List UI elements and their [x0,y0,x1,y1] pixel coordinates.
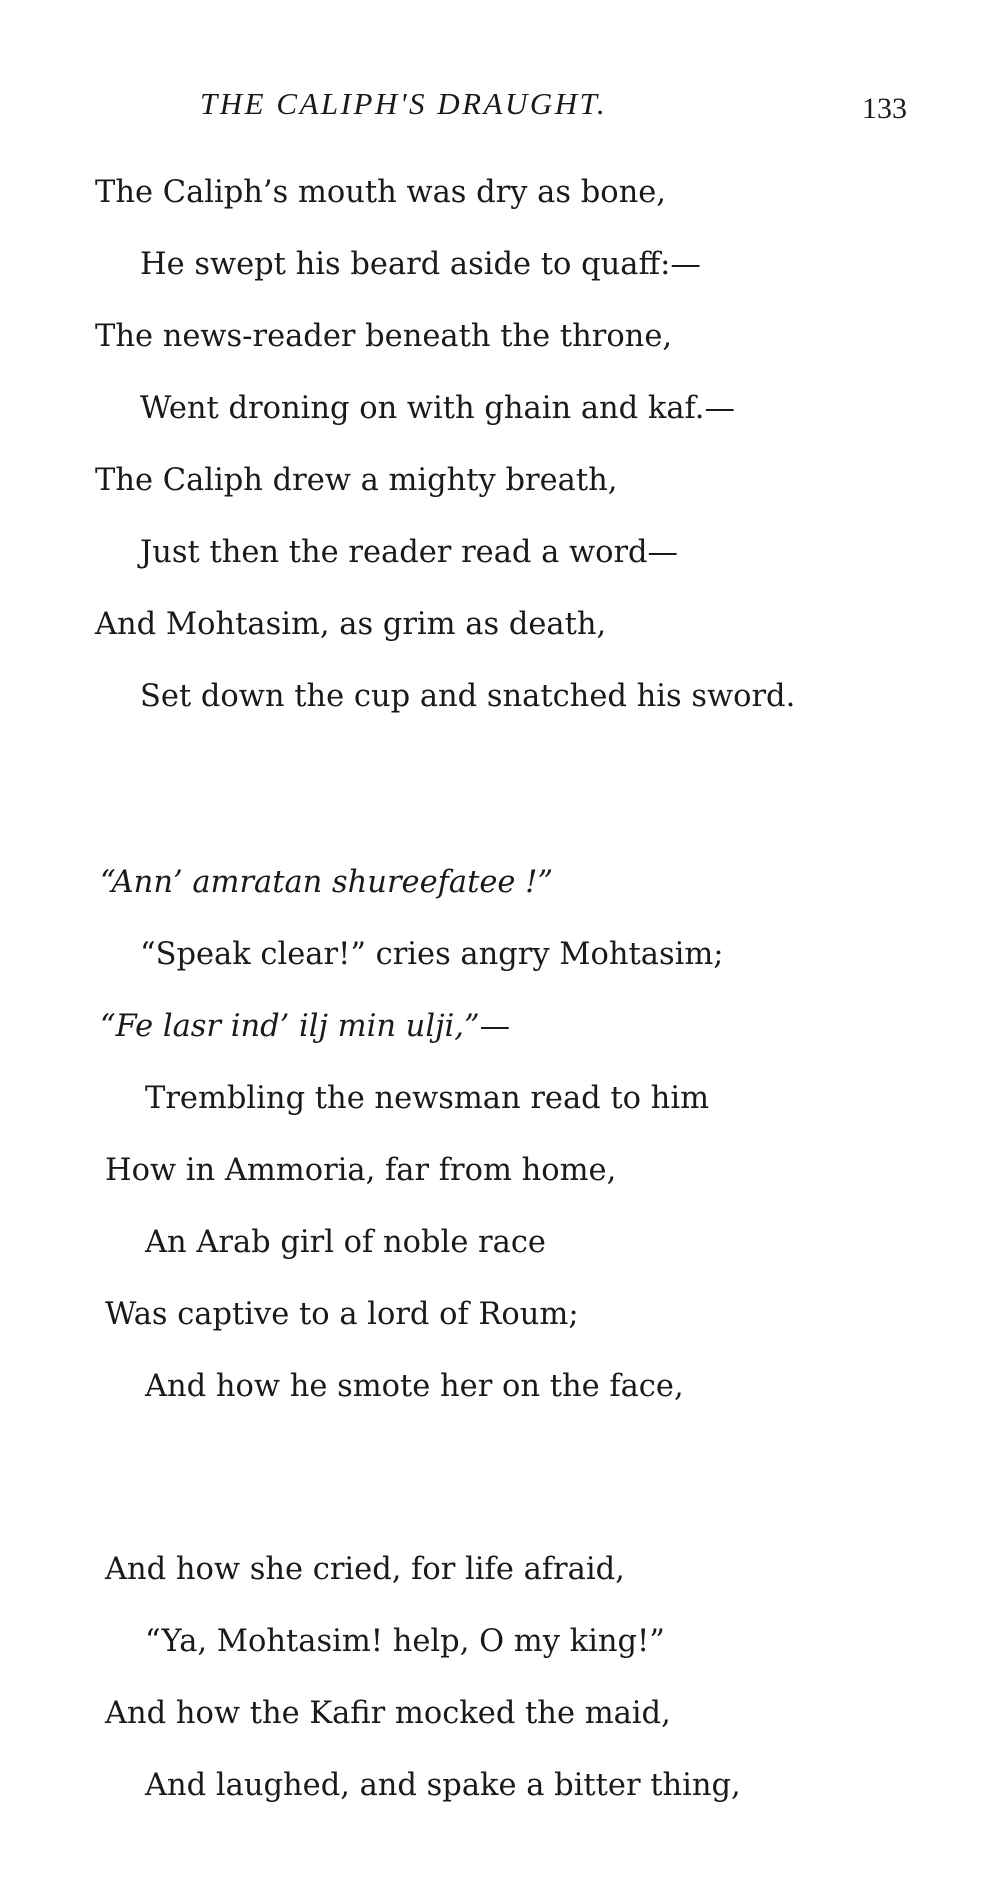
verse-line: “Speak clear!” cries angry Mohtasim; [140,937,724,972]
verse-line: Just then the reader read a word— [140,535,679,570]
verse-line: And how he smote her on the face, [145,1369,684,1404]
verse-line: How in Ammoria, far from home, [105,1153,617,1188]
page-number: 133 [862,92,907,125]
verse-line: Was captive to a lord of Roum; [105,1297,579,1332]
verse-line: And Mohtasim, as grim as death, [95,607,607,642]
verse-line: Set down the cup and snatched his sword. [140,679,796,714]
verse-line: The Caliph drew a mighty breath, [95,463,618,498]
verse-line: “Ann’ amratan shureefatee !” [100,865,554,900]
verse-line: And laughed, and spake a bitter thing, [145,1768,741,1803]
verse-line: “Ya, Mohtasim! help, O my king!” [145,1624,665,1659]
verse-line: “Fe lasr ind’ ilj min ulji,”— [100,1009,511,1044]
verse-line: The news-reader beneath the throne, [95,319,673,354]
verse-line: Went droning on with ghain and kaf.— [140,391,735,426]
verse-line: He swept his beard aside to quaff:— [140,247,701,282]
verse-line: Trembling the newsman read to him [145,1081,709,1116]
verse-line: And how the Kafir mocked the maid, [105,1696,671,1731]
verse-line: An Arab girl of noble race [145,1225,546,1260]
running-title: THE CALIPH'S DRAUGHT. [200,86,608,121]
verse-line: And how she cried, for life afraid, [105,1552,625,1587]
verse-line: The Caliph’s mouth was dry as bone, [95,175,666,210]
